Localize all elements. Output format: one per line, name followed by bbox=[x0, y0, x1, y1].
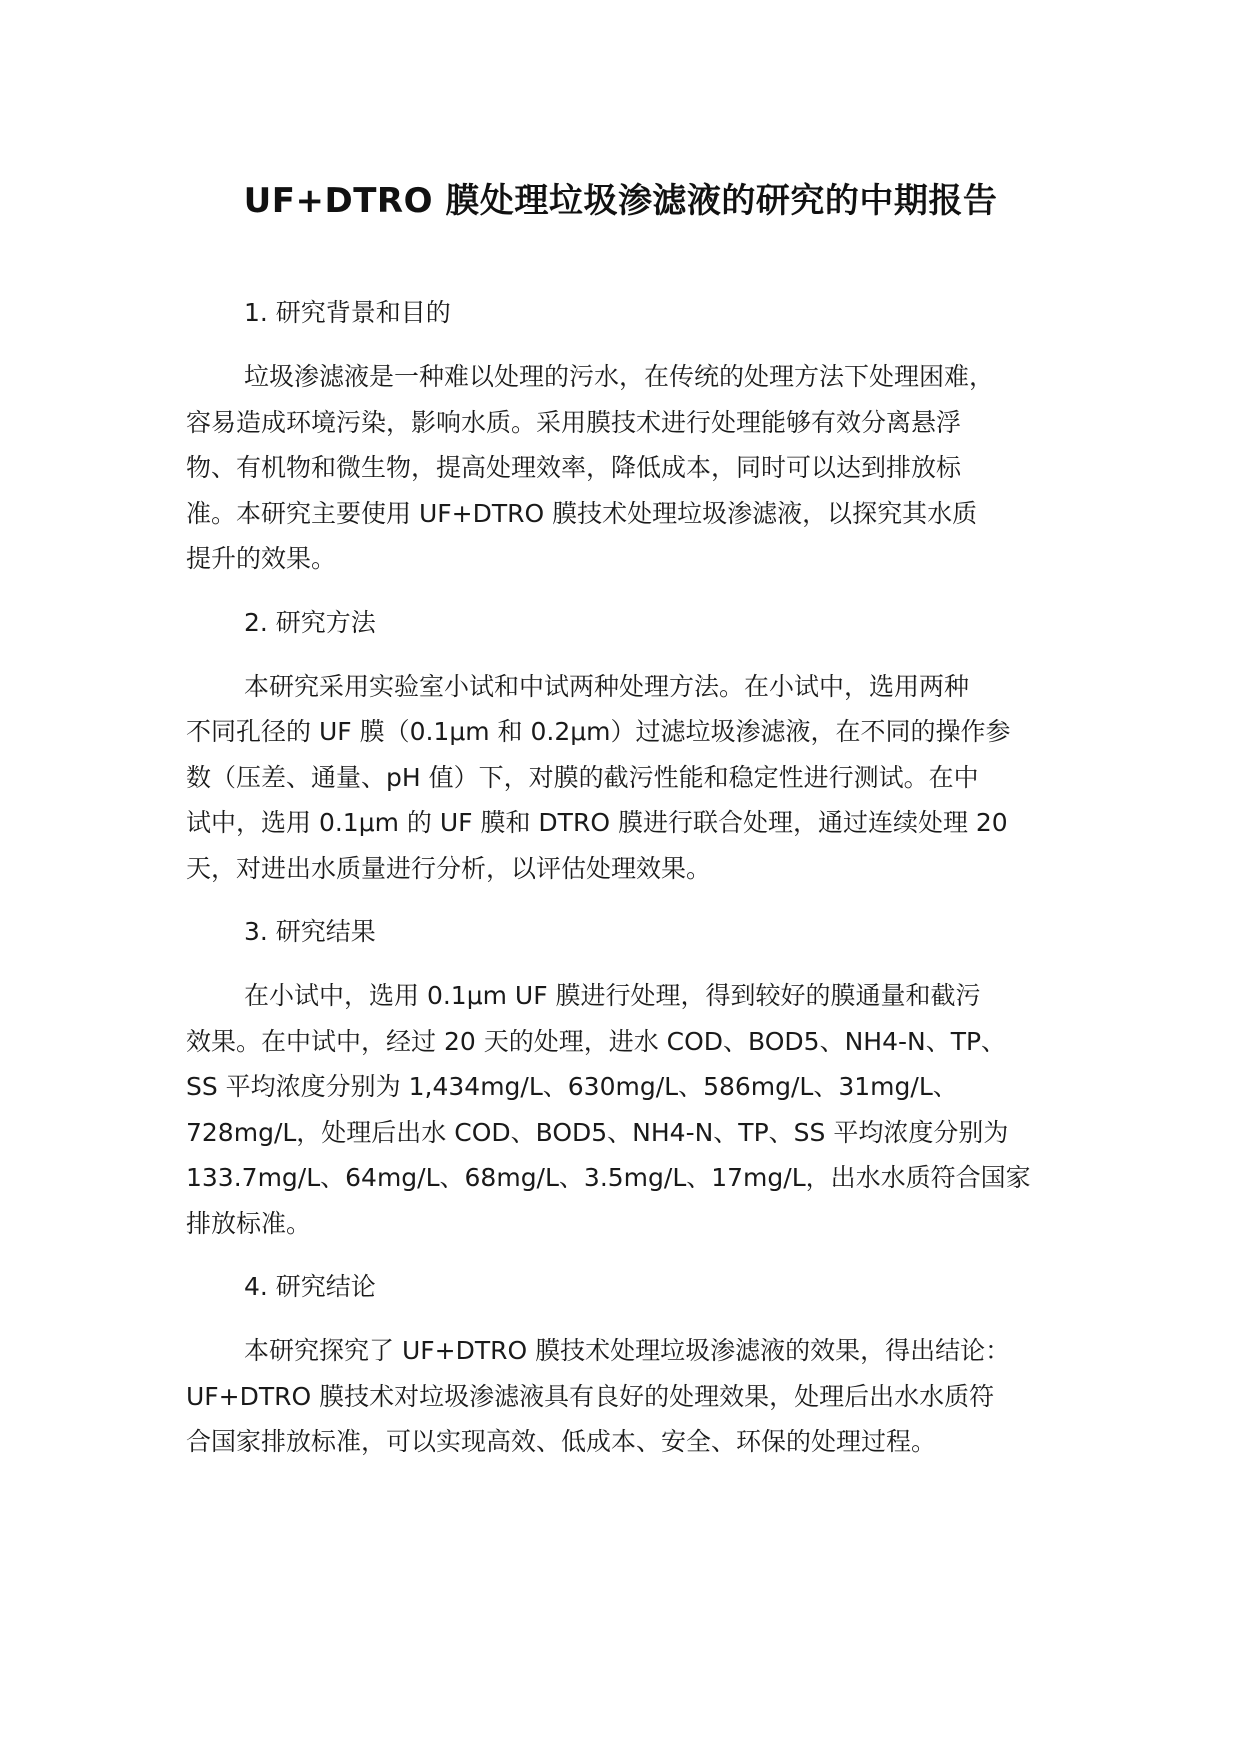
paragraph-line: 本研究采用实验室小试和中试两种处理方法。在小试中，选用两种 bbox=[244, 671, 970, 701]
section-heading-conclusion: 4. 研究结论 bbox=[244, 1272, 376, 1301]
document-title: UF+DTRO 膜处理垃圾渗滤液的研究的中期报告 bbox=[243, 181, 998, 221]
paragraph-line: 容易造成环境污染，影响水质。采用膜技术进行处理能够有效分离悬浮 bbox=[186, 407, 962, 437]
section-heading-results: 3. 研究结果 bbox=[244, 917, 376, 946]
section-paragraph-results bbox=[186, 973, 1066, 1246]
paragraph-line: 合国家排放标准，可以实现高效、低成本、安全、环保的处理过程。 bbox=[186, 1427, 937, 1456]
paragraph-line: 天，对进出水质量进行分析，以评估处理效果。 bbox=[186, 853, 712, 883]
paragraph-line: 133.7mg/L、64mg/L、68mg/L、3.5mg/L、17mg/L，出水水质符合国家 bbox=[186, 1163, 1031, 1192]
section-paragraph-background bbox=[186, 354, 1066, 582]
paragraph-line: 数（压差、通量、pH 值）下，对膜的截污性能和稳定性进行测试。在中 bbox=[186, 762, 979, 792]
document-body bbox=[186, 290, 1066, 1483]
section-paragraph-conclusion bbox=[186, 1328, 1066, 1465]
section-heading-background: 1. 研究背景和目的 bbox=[244, 298, 451, 327]
section-heading-methods: 2. 研究方法 bbox=[244, 607, 376, 637]
paragraph-line: 在小试中，选用 0.1μm UF 膜进行处理，得到较好的膜通量和截污 bbox=[244, 981, 981, 1010]
paragraph-line: 不同孔径的 UF 膜（0.1μm 和 0.2μm）过滤垃圾渗滤液，在不同的操作参 bbox=[186, 717, 1011, 746]
paragraph-line: 试中，选用 0.1μm 的 UF 膜和 DTRO 膜进行联合处理，通过连续处理 20 bbox=[186, 808, 1008, 837]
paragraph-line: 排放标准。 bbox=[186, 1208, 312, 1238]
paragraph-line: 物、有机物和微生物，提高处理效率，降低成本，同时可以达到排放标 bbox=[186, 453, 962, 482]
paragraph-line: 垃圾渗滤液是一种难以处理的污水，在传统的处理方法下处理困难， bbox=[244, 362, 995, 391]
section-paragraph-methods bbox=[186, 664, 1066, 892]
paragraph-line: SS 平均浓度分别为 1,434mg/L、630mg/L、586mg/L、31mg/L、 bbox=[186, 1072, 958, 1101]
paragraph-line: 准。本研究主要使用 UF+DTRO 膜技术处理垃圾渗滤液，以探究其水质 bbox=[186, 498, 978, 528]
paragraph-line: 728mg/L，处理后出水 COD、BOD5、NH4-N、TP、SS 平均浓度分别为 bbox=[186, 1117, 1009, 1147]
paragraph-line: 效果。在中试中，经过 20 天的处理，进水 COD、BOD5、NH4-N、TP、 bbox=[186, 1026, 1007, 1056]
paragraph-line: 提升的效果。 bbox=[186, 544, 337, 573]
paragraph-line: 本研究探究了 UF+DTRO 膜技术处理垃圾渗滤液的效果，得出结论： bbox=[244, 1336, 1011, 1365]
paragraph-line: UF+DTRO 膜技术对垃圾渗滤液具有良好的处理效果，处理后出水水质符 bbox=[186, 1381, 995, 1411]
